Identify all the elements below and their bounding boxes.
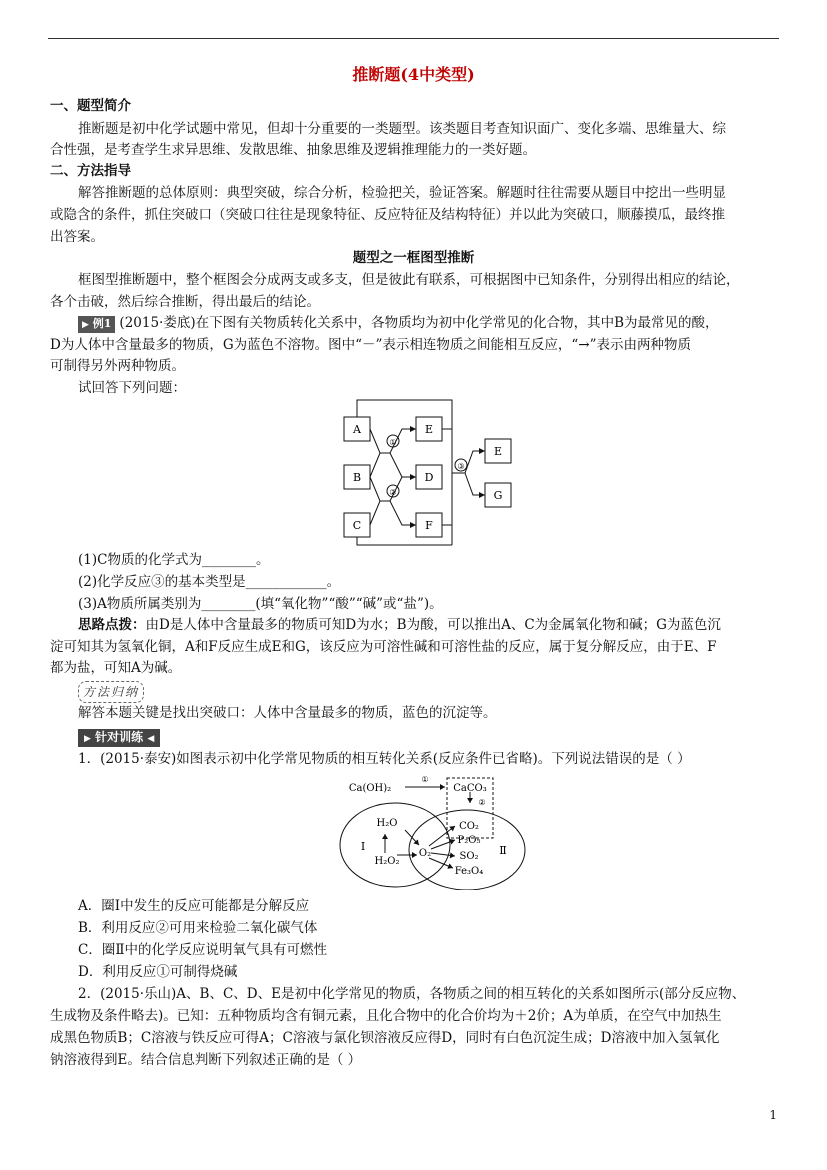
reaction-marker: ① (421, 775, 429, 784)
paragraph-line: 框图型推断题中，整个框图会分成两支或多支，但是彼此有联系，可根据图中已知条件，分别得出相应的结论， (78, 272, 740, 288)
node-label: A (353, 423, 361, 436)
node-label: E (493, 445, 503, 458)
formula-label: SO₂ (459, 851, 479, 862)
method-label: 方法归纳 (78, 681, 144, 703)
example-line: 试回答下列问题： (78, 380, 186, 396)
page-number: 1 (769, 1108, 777, 1122)
example-line: ▶ 例1 (2015·娄底)在下图有关物质转化关系中，各物质均为初中化学常见的化合物，其中B为最常见的酸， (78, 313, 777, 333)
question-line: (1)C物质的化学式为________。 (78, 552, 270, 568)
hint-line: 都为盐，可知A为碱。 (50, 660, 182, 676)
paragraph-line: 各个击破，然后综合推断，得出最后的结论。 (50, 294, 320, 310)
node-label: E (424, 423, 434, 436)
venn-diagram (335, 770, 535, 890)
formula-label: H₂O₂ (374, 856, 400, 867)
option-line: A．圈Ⅰ中发生的反应可能都是分解反应 (78, 898, 310, 914)
formula-label: Fe₃O₄ (454, 866, 484, 877)
option-line: C．圈Ⅱ中的化学反应说明氧气具有可燃性 (78, 942, 328, 958)
section-heading-method: 二、方法指导 (50, 163, 131, 179)
paragraph-line: 推断题是初中化学试题中常见，但却十分重要的一类题型。该类题目考查知识面广、变化多端、思维量大、综 (78, 121, 726, 137)
paragraph-line: 或隐含的条件，抓住突破口（突破口往往是现象特征、反应特征及结构特征）并以此为突破口，顺藤摸瓜，最终推 (50, 207, 725, 223)
formula-label: CaCO₃ (453, 783, 487, 794)
node-label: F (425, 519, 433, 532)
example-tag: ▶ 例1 (78, 316, 115, 333)
question-line: 钠溶液得到E。结合信息判断下列叙述正确的是（ ） (50, 1052, 362, 1068)
question-line: 成黑色物质B；C溶液与铁反应可得A；C溶液与氯化钡溶液反应得D，同时有白色沉淀生成；D溶液中加入氢氧化 (50, 1030, 720, 1046)
formula-label: CO₂ (459, 821, 479, 832)
example-line: 可制得另外两种物质。 (50, 358, 185, 374)
node-label: D (424, 471, 434, 484)
formula-label: Ca(OH)₂ (348, 783, 392, 794)
option-line: D．利用反应①可制得烧碱 (78, 964, 238, 980)
circle-label: Ⅰ (360, 840, 366, 853)
paragraph-line: 出答案。 (50, 229, 104, 245)
formula-label: P₂O₅ (457, 835, 481, 846)
reaction-marker: ③ (457, 462, 465, 471)
circle-label: Ⅱ (499, 844, 507, 857)
reaction-marker: ① (389, 438, 397, 447)
formula-label: H₂O (376, 818, 398, 829)
node-label: B (352, 471, 362, 484)
training-label: ▶ 针对训练 ◀ (78, 729, 160, 747)
formula-label: O₂ (418, 848, 432, 859)
method-line: 解答本题关键是找出突破口：人体中含量最多的物质，蓝色的沉淀等。 (78, 705, 497, 721)
training-label-line (78, 727, 777, 747)
hint-line: 淀可知其为氢氧化铜，A和F反应生成E和G，该反应为可溶性碱和可溶性盐的反应，属于复分解反应，由于E、F (50, 639, 717, 655)
option-line: B．利用反应②可用来检验二氧化碳气体 (78, 920, 318, 936)
reaction-marker: ② (389, 488, 397, 497)
subsection-heading: 题型之一框图型推断 (352, 250, 475, 266)
method-label-line (78, 681, 777, 703)
question-line: 生成物及条件略去)。已知：五种物质均含有铜元素，且化合物中的化合价均为＋2价；A为单质，在空气中加热生 (50, 1008, 722, 1024)
question-line: 2．(2015·乐山)A、B、C、D、E是初中化学常见的物质，各物质之间的相互转化的关系如图所示(部分反应物、 (78, 986, 746, 1002)
question-line: (3)A物质所属类别为________(填“氧化物”“酸”“碱”或“盐”)。 (78, 596, 443, 612)
paragraph-line: 解答推断题的总体原则：典型突破，综合分析，检验把关，验证答案。解题时往往需要从题目中挖出一些明显 (78, 185, 726, 201)
node-label: C (352, 519, 362, 532)
example-line: D为人体中含量最多的物质，G为蓝色不溶物。图中“－”表示相连物质之间能相互反应，“→”表示由两种物质 (50, 337, 692, 353)
circle-one (340, 803, 450, 887)
header-rule (48, 38, 779, 39)
flow-diagram (330, 395, 530, 555)
question-line: 1．(2015·泰安)如图表示初中化学常见物质的相互转化关系(反应条件已省略)。下列说法错误的是（ ） (78, 751, 691, 767)
hint-line: 思路点拨：由D是人体中含量最多的物质可知D为水；B为酸，可以推出A、C为金属氧化物和碱；G为蓝色沉 (78, 617, 721, 633)
page-title: 推断题(4中类型) (352, 65, 475, 84)
reaction-marker: ② (478, 798, 486, 807)
paragraph-line: 合性强，是考查学生求异思维、发散思维、抽象思维及逻辑推理能力的一类好题。 (50, 142, 536, 158)
question-line: (2)化学反应③的基本类型是____________。 (78, 574, 341, 590)
hint-label: 思路点拨： (78, 617, 146, 633)
node-label: G (493, 489, 503, 502)
section-heading-intro: 一、题型简介 (50, 98, 131, 114)
